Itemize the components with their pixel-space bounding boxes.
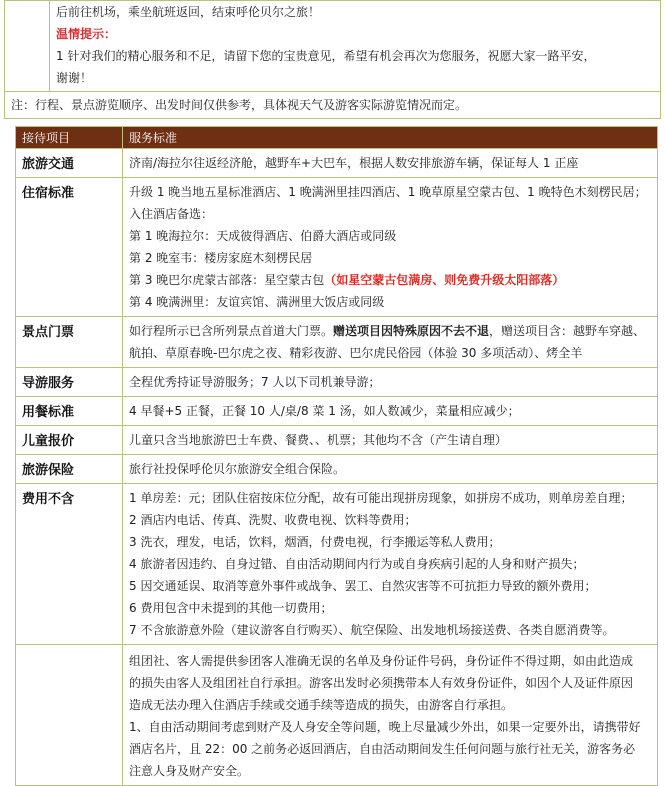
itinerary-final-row bbox=[5, 1, 660, 92]
excluded-item: 6 费用包含中未提到的其他一切费用； bbox=[129, 601, 333, 615]
table-row-meals bbox=[16, 397, 658, 426]
table-row-hotel bbox=[16, 178, 658, 317]
tickets-line bbox=[129, 320, 651, 342]
hotel-night3: 第 3 晚巴尔虎蒙古部落：星空蒙古包 bbox=[129, 273, 325, 287]
label-excluded: 费用不含 bbox=[16, 484, 123, 645]
hotel-line: 升级 1 晚当地五星标准酒店、1 晚满洲里挂四酒店、1 晚草原星空蒙古包、1 晚特色木刻楞民居； bbox=[129, 185, 647, 199]
label-hotel: 住宿标准 bbox=[16, 178, 123, 317]
warm-tips-text: 1 针对我们的精心服务和不足，请留下您的宝贵意见，希望有机会再次为您服务，祝愿大家一路平安， bbox=[56, 49, 596, 63]
itinerary-tail-block bbox=[4, 0, 661, 119]
content-child: 儿童只含当地旅游巴士车费、餐费、、机票；其他均不含（产生请自理） bbox=[123, 426, 658, 455]
excluded-item: 2 酒店内电话、传真、洗熨、收费电视、饮料等费用； bbox=[129, 513, 417, 527]
excluded-item: 4 旅游者因违约、自身过错、自由活动期间内行为或自身疾病引起的人身和财产损失； bbox=[129, 557, 585, 571]
table-row-child bbox=[16, 426, 658, 455]
label-traffic: 旅游交通 bbox=[16, 149, 123, 178]
excluded-item: 1 单房差：元；团队住宿按床位分配，故有可能出现拼房现象，如拼房不成功，则单房差自理； bbox=[129, 491, 633, 505]
return-text: 后前往机场，乘坐航班返回，结束呼伦贝尔之旅！ bbox=[56, 5, 321, 19]
label-tickets: 景点门票 bbox=[16, 317, 123, 368]
table-row-insurance bbox=[16, 455, 658, 484]
notes-line: 的损失由客人及组团社自行承担。游客出发时必须携带本人有效身份证件，如因个人及证件原因 bbox=[129, 676, 634, 690]
hotel-line: 第 4 晚满洲里：友谊宾馆、满洲里大饭店或同级 bbox=[129, 295, 385, 309]
hotel-upgrade-note: （如星空蒙古包满房、则免费升级太阳部落） bbox=[324, 273, 565, 287]
table-header-row bbox=[16, 127, 658, 149]
label-guide: 导游服务 bbox=[16, 368, 123, 397]
hotel-line: 第 2 晚室韦：楼房家庭木刻楞民居 bbox=[129, 251, 313, 265]
content-meals: 4 早餐+5 正餐，正餐 10 人/桌/8 菜 1 汤，如人数减少，菜量相应减少； bbox=[123, 397, 658, 426]
content-tickets bbox=[123, 317, 658, 368]
label-child: 儿童报价 bbox=[16, 426, 123, 455]
hotel-line: 第 1 晚海拉尔：天成彼得酒店、伯爵大酒店或同级 bbox=[129, 229, 397, 243]
excluded-item: 5 因交通延误、取消等意外事件或战争、罢工、自然灾害等不可抗拒力导致的额外费用； bbox=[129, 579, 597, 593]
label-meals: 用餐标准 bbox=[16, 397, 123, 426]
table-row-traffic bbox=[16, 149, 658, 178]
tickets-no-refund: 赠送项目因特殊原因不去不退 bbox=[333, 324, 490, 338]
content-insurance: 旅行社投保呼伦贝尔旅游安全组合保险。 bbox=[123, 455, 658, 484]
table-row-tickets bbox=[16, 317, 658, 368]
table-row-notes bbox=[16, 645, 658, 786]
header-item: 接待项目 bbox=[16, 127, 123, 149]
table-row-excluded bbox=[16, 484, 658, 645]
warm-tips-title: 温情提示： bbox=[56, 27, 117, 41]
tickets-included: 如行程所示已含所列景点首道大门票。 bbox=[129, 324, 334, 338]
notes-line: 组团社、客人需提供参团客人准确无误的名单及身份证件号码，身份证件不得过期，如由此造成 bbox=[129, 654, 634, 668]
notes-line: 注意人身及财产安全。 bbox=[129, 764, 250, 778]
content-hotel bbox=[123, 178, 658, 317]
tickets-line: 航拍、草原春晚-巴尔虎之夜、精彩夜游、巴尔虎民俗园（体验 30 多项活动）、烤全羊 bbox=[129, 346, 583, 360]
notes-line: 1、自由活动期间考虑到财产及人身安全等问题，晚上尽量减少外出，如果一定要外出，请携带好 bbox=[129, 720, 641, 734]
warm-tips-thanks: 谢谢！ bbox=[56, 71, 93, 85]
excluded-item: 3 洗衣，理发，电话，饮料，烟酒，付费电视，行李搬运等私人费用； bbox=[129, 535, 501, 549]
excluded-item: 7 不含旅游意外险（建议游客自行购买）、航空保险、出发地机场接送费、各类自愿消费等。 bbox=[129, 623, 615, 637]
itinerary-final-cell bbox=[50, 1, 660, 91]
notes-line: 酒店名片，且 22：00 之前务必返回酒店，自由活动期间发生任何问题与旅行社无关，游客务必 bbox=[129, 742, 636, 756]
content-traffic: 济南/海拉尔往返经济舱，越野车+大巴车，根据人数安排旅游车辆，保证每人 1 正座 bbox=[123, 149, 658, 178]
itinerary-note: 注：行程、景点游览顺序、出发时间仅供参考，具体视天气及游客实际游览情况而定。 bbox=[11, 98, 468, 112]
content-guide: 全程优秀持证导游服务；7 人以下司机兼导游； bbox=[123, 368, 658, 397]
label-notes bbox=[16, 645, 123, 786]
notes-line: 造成无法办理入住酒店手续或交通手续等造成的损失，由游客自行承担。 bbox=[129, 698, 514, 712]
header-standard: 服务标准 bbox=[123, 127, 658, 149]
content-notes bbox=[123, 645, 658, 786]
service-standard-table bbox=[15, 126, 658, 786]
itinerary-gutter bbox=[5, 1, 50, 91]
hotel-line: 入住酒店备选： bbox=[129, 207, 214, 221]
tickets-gift: ，赠送项目含：越野车穿越、 bbox=[489, 324, 646, 338]
table-row-guide bbox=[16, 368, 658, 397]
content-excluded bbox=[123, 484, 658, 645]
label-insurance: 旅游保险 bbox=[16, 455, 123, 484]
hotel-line bbox=[129, 269, 651, 291]
